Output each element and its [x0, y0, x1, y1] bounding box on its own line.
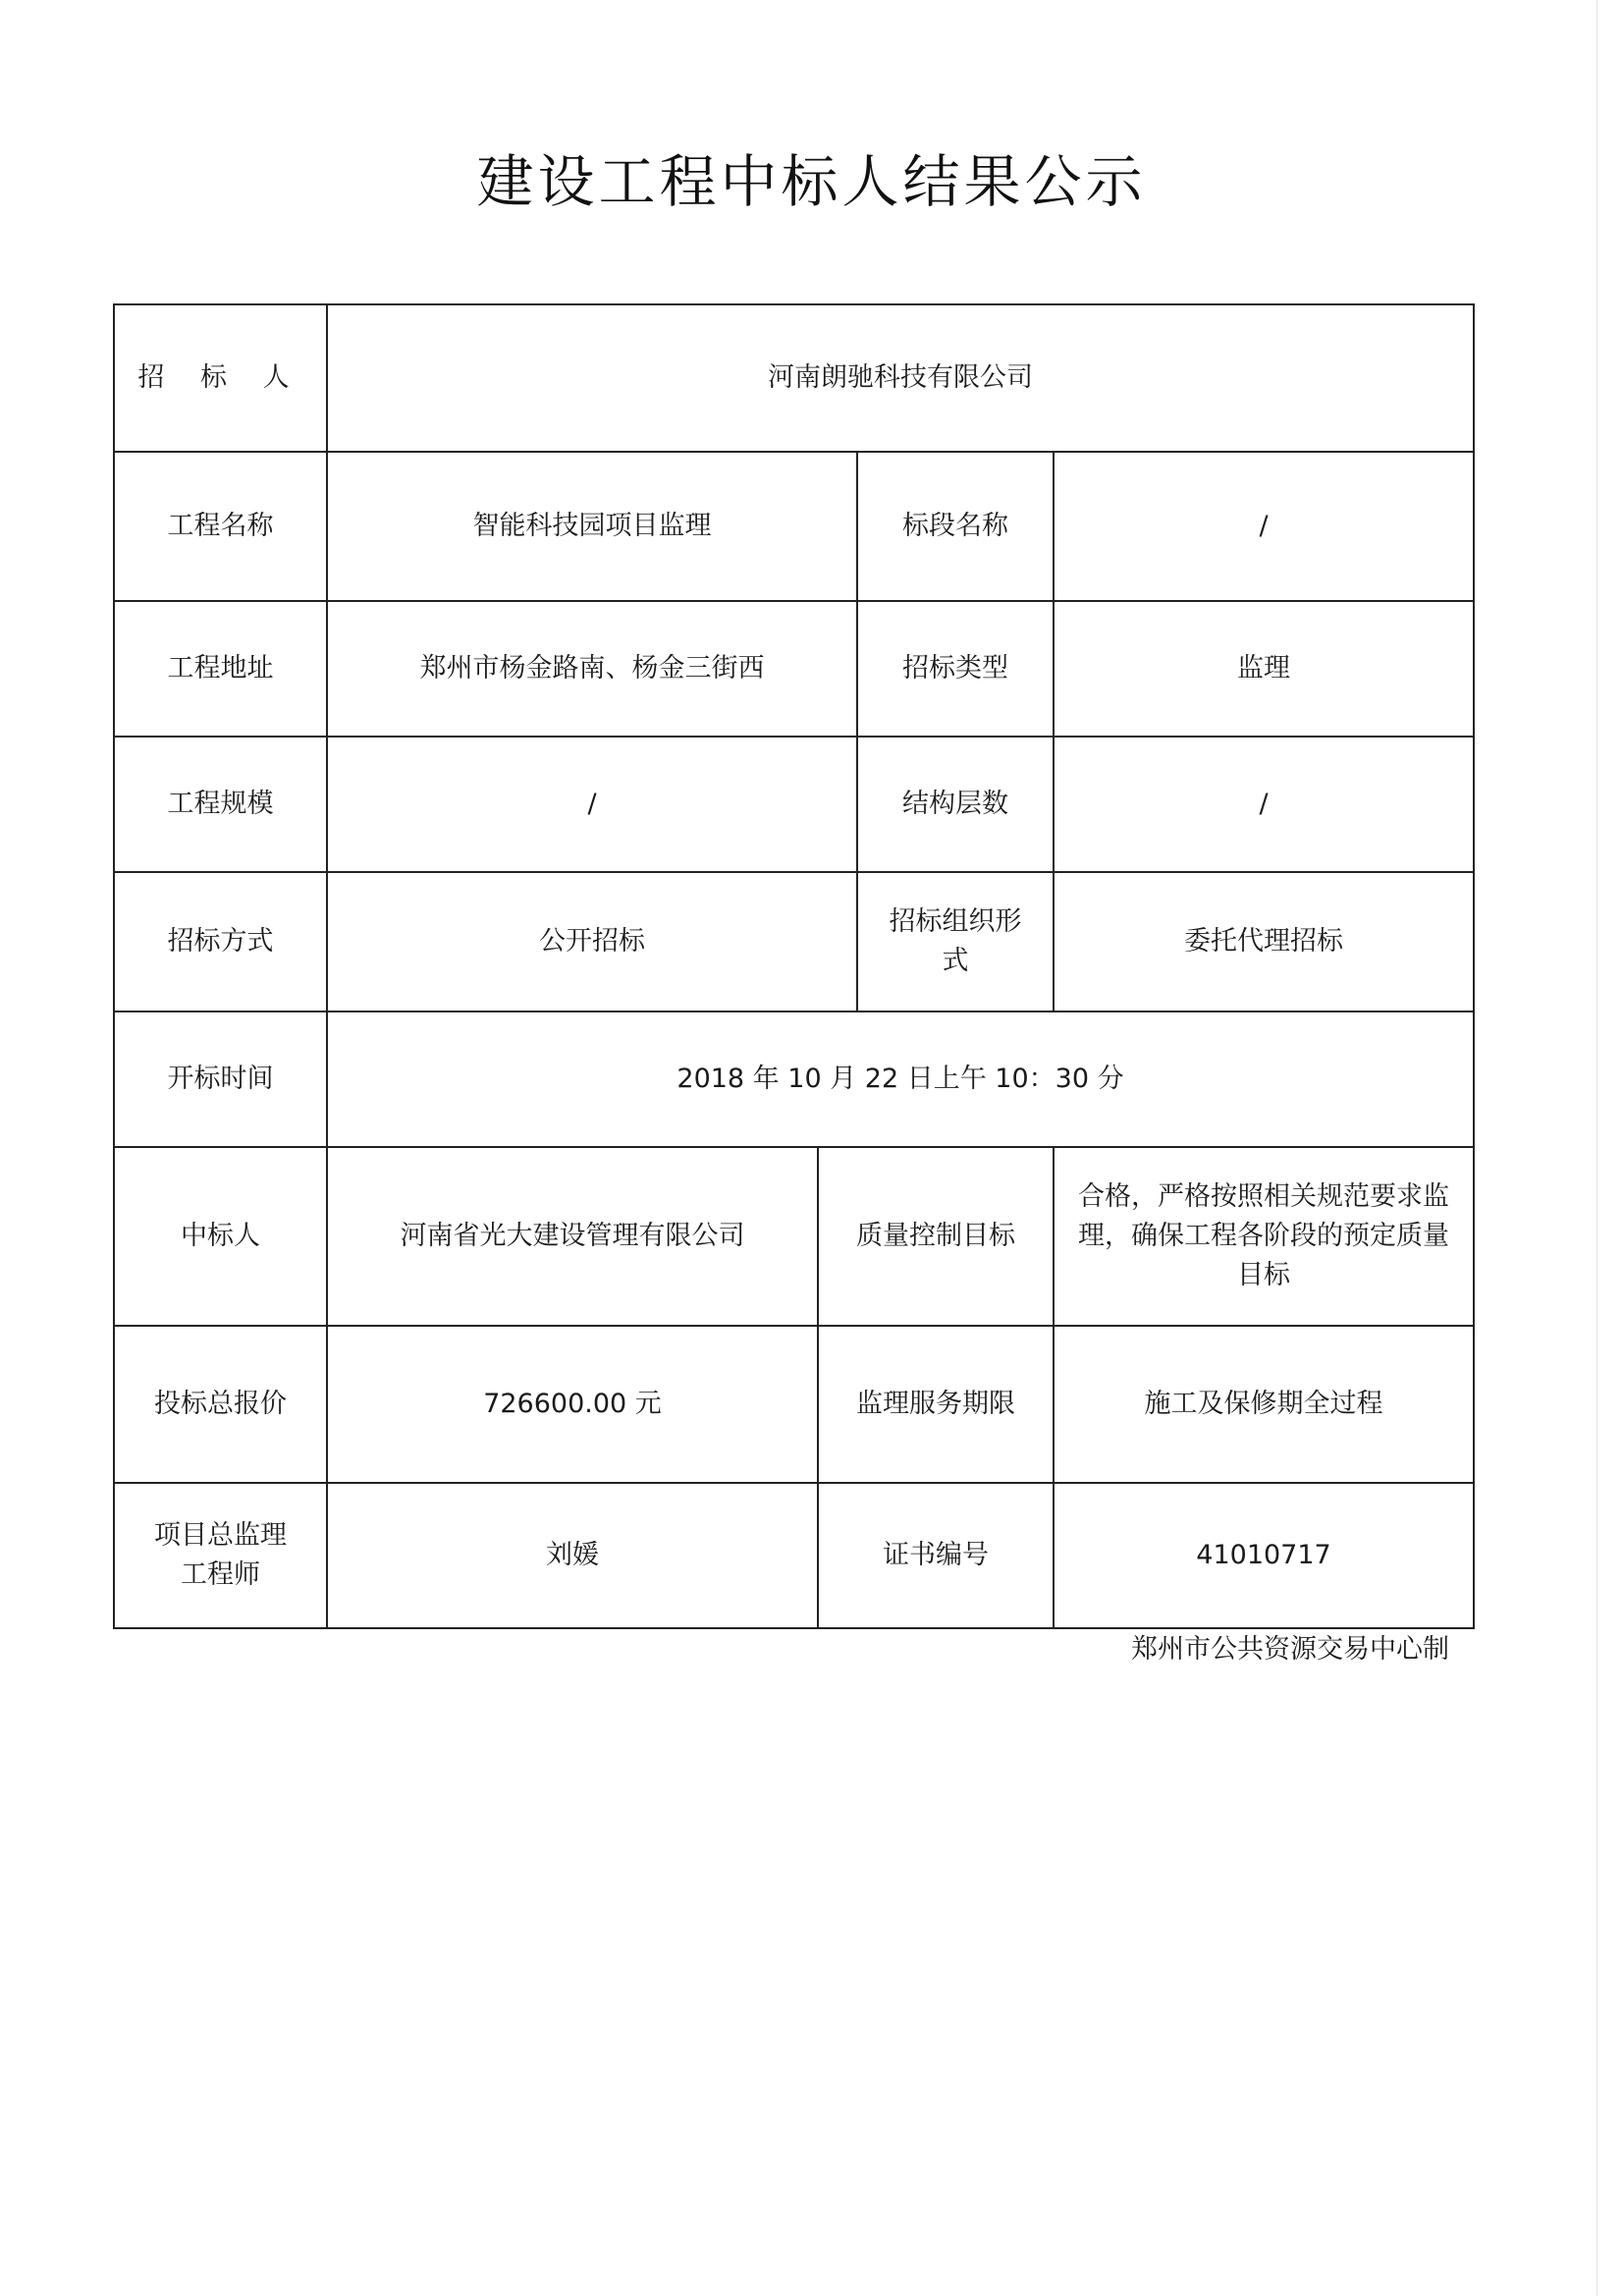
tender-organization-label: 招标组织形式: [856, 873, 1053, 1011]
tender-method-label: 招标方式: [167, 926, 274, 957]
table-row-winning-bidder: [115, 1148, 1473, 1327]
structure-floors-label: 结构层数: [856, 738, 1053, 871]
page-title: 建设工程中标人结果公示: [476, 148, 1147, 215]
table-row-project-address: [115, 602, 1473, 738]
tender-organization-value: 委托代理招标: [1053, 873, 1473, 1011]
table-row-total-bid-price: [115, 1327, 1473, 1484]
project-address-value: 郑州市杨金路南、杨金三街西: [326, 602, 856, 736]
tender-method-value: 公开招标: [326, 873, 856, 1011]
quality-target-value: 合格，严格按照相关规范要求监理，确保工程各阶段的预定质量目标: [1053, 1148, 1473, 1325]
table-row-project-name: [115, 453, 1473, 602]
table-row-project-scale: [115, 738, 1473, 873]
project-name-value: 智能科技园项目监理: [326, 453, 856, 600]
chief-supervisor-label: 项目总监理工程师: [154, 1520, 287, 1590]
scan-edge-line: [1596, 0, 1597, 2296]
table-row-tender-method: [115, 873, 1473, 1012]
tenderer-label: 招 标 人: [137, 362, 303, 393]
tender-type-label: 招标类型: [856, 602, 1053, 736]
bid-opening-time-label: 开标时间: [167, 1064, 274, 1094]
structure-floors-value: /: [1053, 738, 1473, 871]
project-scale-value: /: [326, 738, 856, 871]
service-period-label: 监理服务期限: [817, 1327, 1053, 1482]
bid-opening-time-value: 2018 年 10 月 22 日上午 10：30 分: [326, 1012, 1473, 1146]
certificate-number-label: 证书编号: [817, 1484, 1053, 1627]
tender-type-value: 监理: [1053, 602, 1473, 736]
quality-target-label: 质量控制目标: [817, 1148, 1053, 1325]
section-name-label: 标段名称: [856, 453, 1053, 600]
service-period-value: 施工及保修期全过程: [1053, 1327, 1473, 1482]
table-row-tenderer: [115, 305, 1473, 453]
project-scale-label: 工程规模: [167, 789, 274, 819]
winning-bidder-label: 中标人: [181, 1221, 260, 1251]
total-bid-price-label: 投标总报价: [154, 1389, 287, 1419]
project-address-label: 工程地址: [167, 653, 274, 683]
tenderer-value: 河南朗驰科技有限公司: [326, 305, 1473, 451]
project-name-label: 工程名称: [167, 511, 274, 541]
table-row-chief-supervisor: [115, 1484, 1473, 1627]
result-table: [113, 303, 1475, 1629]
section-name-value: /: [1053, 453, 1473, 600]
table-row-bid-opening-time: [115, 1012, 1473, 1148]
footer-issuer: 郑州市公共资源交易中心制: [1131, 1634, 1449, 1665]
total-bid-price-value: 726600.00 元: [326, 1327, 817, 1482]
winning-bidder-value: 河南省光大建设管理有限公司: [326, 1148, 817, 1325]
certificate-number-value: 41010717: [1053, 1484, 1473, 1627]
chief-supervisor-value: 刘媛: [326, 1484, 817, 1627]
